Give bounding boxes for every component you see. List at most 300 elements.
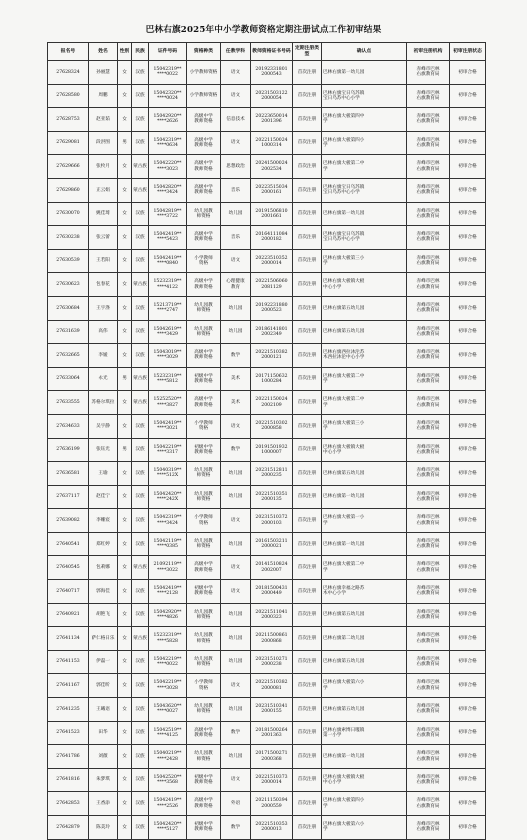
subject-cell: 音乐: [221, 226, 251, 250]
registration-type-cell: 首次注册: [293, 674, 322, 698]
review-status-cell: 初审合格: [450, 816, 486, 840]
ethnicity-cell: 蒙古族: [132, 391, 149, 415]
confirmation-site-cell: 巴林右旗第一幼儿园: [322, 485, 407, 509]
name-cell: 姚佳琦: [89, 202, 118, 226]
subject-cell: 美术: [221, 391, 251, 415]
name-cell: 正云娟: [89, 178, 118, 202]
registration-number-cell: 27629860: [48, 178, 89, 202]
qualification-type-cell: 高级中学 教师资格: [187, 344, 221, 368]
confirmation-site-cell: 巴林右旗大板第四中 学: [322, 108, 407, 132]
review-status-cell: 初审合格: [450, 509, 486, 533]
ethnicity-cell: 汉族: [132, 226, 149, 250]
registration-number-cell: 27641153: [48, 650, 89, 674]
subject-cell: 语文: [221, 556, 251, 580]
certificate-number-cell: 20221510373 2000014: [251, 768, 293, 792]
gender-cell: 女: [118, 296, 132, 320]
name-cell: 高伟: [89, 320, 118, 344]
registration-type-cell: 首次注册: [293, 226, 322, 250]
gender-cell: 女: [118, 816, 132, 840]
ethnicity-cell: 汉族: [132, 580, 149, 604]
qualification-type-cell: 幼儿园教 师资格: [187, 745, 221, 769]
name-cell: 王瑜: [89, 462, 118, 486]
review-agency-cell: 赤峰市巴林 右旗教育局: [407, 367, 450, 391]
qualification-type-cell: 小学教师 资格: [187, 414, 221, 438]
table-row: [48, 178, 486, 202]
table-row: [48, 344, 486, 368]
qualification-type-cell: 小学教师 资格: [187, 674, 221, 698]
certificate-number-cell: 20221150024 2002109: [251, 391, 293, 415]
subject-cell: 语文: [221, 61, 251, 85]
table-body: [48, 61, 486, 840]
table-row: [48, 462, 486, 486]
id-number-cell: 15042319** ****0634: [149, 131, 187, 155]
gender-cell: 女: [118, 344, 132, 368]
gender-cell: 女: [118, 414, 132, 438]
table-row: [48, 84, 486, 108]
registration-type-cell: 首次注册: [293, 61, 322, 85]
review-agency-cell: 赤峰市巴林 右旗教育局: [407, 603, 450, 627]
registration-number-cell: 27629081: [48, 131, 89, 155]
qualification-type-cell: 幼儿园教 师资格: [187, 320, 221, 344]
name-cell: 李媛: [89, 344, 118, 368]
subject-cell: 外语: [221, 792, 251, 816]
registration-number-cell: 27641523: [48, 721, 89, 745]
certificate-number-cell: 20221510382 2000121: [251, 344, 293, 368]
name-cell: 张云蕾: [89, 226, 118, 250]
certificate-number-cell: 20141510824 2002007: [251, 556, 293, 580]
gender-cell: 女: [118, 61, 132, 85]
qualification-type-cell: 高级中学 教师资格: [187, 721, 221, 745]
table-row: [48, 414, 486, 438]
table-row: [48, 627, 486, 651]
certificate-number-cell: 20221150024 1000314: [251, 131, 293, 155]
certificate-number-cell: 20221510353 2000013: [251, 816, 293, 840]
table-row: [48, 226, 486, 250]
column-header: 民族: [132, 43, 149, 61]
table-row: [48, 792, 486, 816]
subject-cell: 幼儿园: [221, 296, 251, 320]
ethnicity-cell: 汉族: [132, 249, 149, 273]
registration-type-cell: 首次注册: [293, 344, 322, 368]
qualification-type-cell: 初级中学 教师资格: [187, 367, 221, 391]
id-number-cell: 15042219** ****3317: [149, 438, 187, 462]
review-agency-cell: 赤峰市巴林 右旗教育局: [407, 344, 450, 368]
name-cell: 胡艳飞: [89, 603, 118, 627]
registration-number-cell: 27640545: [48, 556, 89, 580]
review-agency-cell: 赤峰市巴林 右旗教育局: [407, 178, 450, 202]
name-cell: 周鹏: [89, 84, 118, 108]
ethnicity-cell: 汉族: [132, 131, 149, 155]
review-status-cell: 初审合格: [450, 202, 486, 226]
id-number-cell: 15043019** ****3029: [149, 344, 187, 368]
table-row: [48, 768, 486, 792]
certificate-number-cell: 20161503211 2000021: [251, 532, 293, 556]
subject-cell: 语文: [221, 674, 251, 698]
registration-number-cell: 27641816: [48, 768, 89, 792]
qualification-type-cell: 幼儿园教 师资格: [187, 650, 221, 674]
qualification-type-cell: 幼儿园教 师资格: [187, 462, 221, 486]
confirmation-site-cell: 巴林右旗宝日乌苏镇 宝日乌苏中心小学: [322, 84, 407, 108]
gender-cell: 女: [118, 674, 132, 698]
id-number-cell: 15042419** ****2526: [149, 792, 187, 816]
review-status-cell: 初审合格: [450, 556, 486, 580]
ethnicity-cell: 汉族: [132, 745, 149, 769]
ethnicity-cell: 汉族: [132, 296, 149, 320]
id-number-cell: 15042819** ****3722: [149, 202, 187, 226]
gender-cell: 女: [118, 532, 132, 556]
name-cell: 包春花: [89, 273, 118, 297]
subject-cell: 语文: [221, 768, 251, 792]
subject-cell: 信息技术: [221, 108, 251, 132]
registration-type-cell: 首次注册: [293, 249, 322, 273]
ethnicity-cell: 汉族: [132, 816, 149, 840]
id-number-cell: 15042820** ****3424: [149, 178, 187, 202]
name-cell: 朱梦琪: [89, 768, 118, 792]
confirmation-site-cell: 巴林右旗大板镇大板 中心小学: [322, 273, 407, 297]
review-status-cell: 初审合格: [450, 108, 486, 132]
qualification-type-cell: 幼儿园教 师资格: [187, 627, 221, 651]
name-cell: 郭佳昕: [89, 674, 118, 698]
ethnicity-cell: 汉族: [132, 650, 149, 674]
ethnicity-cell: 汉族: [132, 792, 149, 816]
gender-cell: 女: [118, 391, 132, 415]
registration-number-cell: 27632665: [48, 344, 89, 368]
registration-type-cell: 首次注册: [293, 84, 322, 108]
review-status-cell: 初审合格: [450, 768, 486, 792]
subject-cell: 语文: [221, 131, 251, 155]
confirmation-site-cell: 巴林右旗大板第四小 学: [322, 792, 407, 816]
name-cell: 伊磊一: [89, 650, 118, 674]
review-agency-cell: 赤峰市巴林 右旗教育局: [407, 509, 450, 533]
id-number-cell: 15042920** ****4826: [149, 603, 187, 627]
registration-type-cell: 首次注册: [293, 296, 322, 320]
review-status-cell: 初审合格: [450, 131, 486, 155]
ethnicity-cell: 汉族: [132, 603, 149, 627]
id-number-cell: 15042519** ****4125: [149, 721, 187, 745]
column-header: 任教学科: [221, 43, 251, 61]
id-number-cell: 15232319** ****5828: [149, 627, 187, 651]
confirmation-site-cell: 巴林右旗大板镇大板 中心小学: [322, 768, 407, 792]
registration-type-cell: 首次注册: [293, 532, 322, 556]
name-cell: 孙丽慧: [89, 61, 118, 85]
review-agency-cell: 赤峰市巴林 右旗教育局: [407, 61, 450, 85]
review-agency-cell: 赤峰市巴林 右旗教育局: [407, 721, 450, 745]
id-number-cell: 15040319** ****512X: [149, 462, 187, 486]
registration-number-cell: 27630623: [48, 273, 89, 297]
certificate-number-cell: 20231510372 2000103: [251, 509, 293, 533]
review-agency-cell: 赤峰市巴林 右旗教育局: [407, 320, 450, 344]
review-agency-cell: 赤峰市巴林 右旗教育局: [407, 273, 450, 297]
qualification-type-cell: 幼儿园教 师资格: [187, 296, 221, 320]
qualification-type-cell: 小学教师资格: [187, 84, 221, 108]
ethnicity-cell: 汉族: [132, 438, 149, 462]
ethnicity-cell: 蒙古族: [132, 367, 149, 391]
qualification-type-cell: 幼儿园教 师资格: [187, 603, 221, 627]
registration-type-cell: 首次注册: [293, 816, 322, 840]
table-row: [48, 391, 486, 415]
gender-cell: 女: [118, 226, 132, 250]
registration-type-cell: 首次注册: [293, 792, 322, 816]
qualification-type-cell: 高级中学 教师资格: [187, 273, 221, 297]
certificate-number-cell: 20221511041 2000323: [251, 603, 293, 627]
registration-number-cell: 27642879: [48, 816, 89, 840]
gender-cell: 女: [118, 155, 132, 179]
gender-cell: 女: [118, 627, 132, 651]
review-status-cell: 初审合格: [450, 155, 486, 179]
id-number-cell: 15213719** ****2747: [149, 296, 187, 320]
subject-cell: 幼儿园: [221, 485, 251, 509]
id-number-cell: 15043620** ****0027: [149, 698, 187, 722]
gender-cell: 女: [118, 721, 132, 745]
certificate-number-cell: 20211150394 2000559: [251, 792, 293, 816]
ethnicity-cell: 汉族: [132, 462, 149, 486]
confirmation-site-cell: 巴林右旗第五幼儿园: [322, 603, 407, 627]
subject-cell: 语文: [221, 580, 251, 604]
certificate-number-cell: 20171500271 2000368: [251, 745, 293, 769]
gender-cell: 男: [118, 367, 132, 391]
id-number-cell: 15042920** ****2626: [149, 108, 187, 132]
review-status-cell: 初审合格: [450, 438, 486, 462]
qualification-type-cell: 小学教师 资格: [187, 509, 221, 533]
table-row: [48, 249, 486, 273]
subject-cell: 数学: [221, 344, 251, 368]
review-agency-cell: 赤峰市巴林 右旗教育局: [407, 438, 450, 462]
name-cell: 王若阳: [89, 249, 118, 273]
review-agency-cell: 赤峰市巴林 右旗教育局: [407, 462, 450, 486]
subject-cell: 幼儿园: [221, 532, 251, 556]
certificate-number-cell: 20231503122 2000054: [251, 84, 293, 108]
column-header: 性别: [118, 43, 132, 61]
ethnicity-cell: 蒙古族: [132, 178, 149, 202]
registration-number-cell: 27633555: [48, 391, 89, 415]
review-status-cell: 初审合格: [450, 603, 486, 627]
id-number-cell: 15232319** ****4122: [149, 273, 187, 297]
review-agency-cell: 赤峰市巴林 右旗教育局: [407, 580, 450, 604]
qualification-type-cell: 小学教师 资格: [187, 249, 221, 273]
registration-number-cell: 27629666: [48, 155, 89, 179]
certificate-number-cell: 20191501932 1000007: [251, 438, 293, 462]
page-title: 巴林右旗2025年中小学教师资格定期注册试点工作初审结果: [145, 25, 382, 35]
review-status-cell: 初审合格: [450, 580, 486, 604]
table-row: [48, 580, 486, 604]
qualification-type-cell: 初级中学 教师资格: [187, 816, 221, 840]
registration-type-cell: 首次注册: [293, 178, 322, 202]
review-agency-cell: 赤峰市巴林 右旗教育局: [407, 226, 450, 250]
certificate-number-cell: 20192331801 2000543: [251, 61, 293, 85]
ethnicity-cell: 蒙古族: [132, 155, 149, 179]
name-cell: 张钰光: [89, 438, 118, 462]
table-row: [48, 816, 486, 840]
id-number-cell: 15042520** ****3568: [149, 768, 187, 792]
review-status-cell: 初审合格: [450, 792, 486, 816]
subject-cell: 语文: [221, 414, 251, 438]
table-row: [48, 155, 486, 179]
table-row: [48, 320, 486, 344]
name-cell: 苏格尔琪拉: [89, 391, 118, 415]
qualification-type-cell: 初级中学 教师资格: [187, 580, 221, 604]
certificate-number-cell: 20191506810 2001661: [251, 202, 293, 226]
registration-number-cell: 27641134: [48, 627, 89, 651]
subject-cell: 数学: [221, 438, 251, 462]
gender-cell: 女: [118, 249, 132, 273]
certificate-number-cell: 20192231880 2000523: [251, 296, 293, 320]
qualification-type-cell: 高级中学 教师资格: [187, 391, 221, 415]
review-status-cell: 初审合格: [450, 414, 486, 438]
table-row: [48, 674, 486, 698]
confirmation-site-cell: 巴林右旗大板第三小 学: [322, 249, 407, 273]
qualification-type-cell: 高级中学 教师资格: [187, 226, 221, 250]
certificate-number-cell: 20223515034 2000161: [251, 178, 293, 202]
review-agency-cell: 赤峰市巴林 右旗教育局: [407, 155, 450, 179]
registration-type-cell: 首次注册: [293, 155, 322, 179]
confirmation-site-cell: 巴林右旗大板第四小 学: [322, 131, 407, 155]
confirmation-site-cell: 巴林右旗大板镇大板 中心小学: [322, 438, 407, 462]
gender-cell: 女: [118, 792, 132, 816]
table-row: [48, 745, 486, 769]
id-number-cell: 15042419** ****0840: [149, 249, 187, 273]
confirmation-site-cell: 巴林右旗大板第二中 学: [322, 391, 407, 415]
review-status-cell: 初审合格: [450, 485, 486, 509]
id-number-cell: 15042319** ****3424: [149, 509, 187, 533]
id-number-cell: 15042419** ****2128: [149, 580, 187, 604]
name-cell: 王宇涤: [89, 296, 118, 320]
id-number-cell: 15042319** ****0022: [149, 61, 187, 85]
id-number-cell: 15042219** ****3028: [149, 674, 187, 698]
name-cell: 段洪图: [89, 131, 118, 155]
table-row: [48, 650, 486, 674]
registration-type-cell: 首次注册: [293, 650, 322, 674]
confirmation-site-cell: 巴林右旗宝日乌苏镇 宝日乌苏中心小学: [322, 226, 407, 250]
table-row: [48, 131, 486, 155]
review-status-cell: 初审合格: [450, 745, 486, 769]
table-header-row: [48, 43, 486, 61]
registration-number-cell: 27630070: [48, 202, 89, 226]
table-row: [48, 296, 486, 320]
gender-cell: 女: [118, 320, 132, 344]
review-status-cell: 初审合格: [450, 344, 486, 368]
registration-type-cell: 首次注册: [293, 438, 322, 462]
ethnicity-cell: 汉族: [132, 674, 149, 698]
certificate-number-cell: 20221506060 2081129: [251, 273, 293, 297]
name-cell: 田华: [89, 721, 118, 745]
subject-cell: 幼儿园: [221, 202, 251, 226]
review-status-cell: 初审合格: [450, 650, 486, 674]
confirmation-site-cell: 巴林右旗大板第六小 学: [322, 816, 407, 840]
registration-number-cell: 27640717: [48, 580, 89, 604]
qualification-type-cell: 小学教师资格: [187, 61, 221, 85]
review-agency-cell: 赤峰市巴林 右旗教育局: [407, 556, 450, 580]
registration-number-cell: 27628324: [48, 61, 89, 85]
registration-type-cell: 首次注册: [293, 509, 322, 533]
registration-number-cell: 27640541: [48, 532, 89, 556]
column-header: 资格种类: [187, 43, 221, 61]
confirmation-site-cell: 巴林右旗第一幼儿园: [322, 745, 407, 769]
gender-cell: 女: [118, 603, 132, 627]
ethnicity-cell: 汉族: [132, 344, 149, 368]
registration-type-cell: 首次注册: [293, 108, 322, 132]
ethnicity-cell: 汉族: [132, 768, 149, 792]
ethnicity-cell: 蒙古族: [132, 627, 149, 651]
id-number-cell: 15232319** ****5812: [149, 367, 187, 391]
registration-type-cell: 首次注册: [293, 320, 322, 344]
review-status-cell: 初审合格: [450, 61, 486, 85]
registration-type-cell: 首次注册: [293, 603, 322, 627]
ethnicity-cell: 蒙古族: [132, 556, 149, 580]
id-number-cell: 15042320** ****0024: [149, 84, 187, 108]
id-number-cell: 15042220** ****3023: [149, 155, 187, 179]
gender-cell: 女: [118, 462, 132, 486]
registration-type-cell: 首次注册: [293, 556, 322, 580]
table-row: [48, 698, 486, 722]
id-number-cell: 15042119** ****0385: [149, 532, 187, 556]
gender-cell: 女: [118, 509, 132, 533]
review-agency-cell: 赤峰市巴林 右旗教育局: [407, 627, 450, 651]
ethnicity-cell: 汉族: [132, 61, 149, 85]
certificate-number-cell: 20221510302 2000858: [251, 414, 293, 438]
confirmation-site-cell: 巴林右旗第五幼儿园: [322, 462, 407, 486]
subject-cell: 语文: [221, 249, 251, 273]
name-cell: 刘薇: [89, 745, 118, 769]
gender-cell: 女: [118, 485, 132, 509]
registration-type-cell: 首次注册: [293, 698, 322, 722]
ethnicity-cell: 汉族: [132, 202, 149, 226]
review-status-cell: 初审合格: [450, 249, 486, 273]
review-status-cell: 初审合格: [450, 320, 486, 344]
qualification-type-cell: 初级中学 教师资格: [187, 438, 221, 462]
review-status-cell: 初审合格: [450, 721, 486, 745]
ethnicity-cell: 汉族: [132, 532, 149, 556]
name-cell: 张枚月: [89, 155, 118, 179]
name-cell: 永光: [89, 367, 118, 391]
subject-cell: 语文: [221, 509, 251, 533]
name-cell: 包莉娜: [89, 556, 118, 580]
review-status-cell: 初审合格: [450, 532, 486, 556]
name-cell: 赵佳宁: [89, 485, 118, 509]
ethnicity-cell: 汉族: [132, 320, 149, 344]
registration-number-cell: 27641167: [48, 674, 89, 698]
name-cell: 陈美玲: [89, 816, 118, 840]
confirmation-site-cell: 巴林右旗第五幼儿园: [322, 698, 407, 722]
registration-number-cell: 27634633: [48, 414, 89, 438]
confirmation-site-cell: 巴林右旗第一幼儿园: [322, 202, 407, 226]
table-row: [48, 556, 486, 580]
qualification-type-cell: 幼儿园教 师资格: [187, 698, 221, 722]
qualification-type-cell: 幼儿园教 师资格: [187, 485, 221, 509]
registration-number-cell: 27630238: [48, 226, 89, 250]
review-agency-cell: 赤峰市巴林 右旗教育局: [407, 296, 450, 320]
review-status-cell: 初审合格: [450, 367, 486, 391]
qualification-type-cell: 高级中学 教师资格: [187, 178, 221, 202]
qualification-type-cell: 高级中学 教师资格: [187, 792, 221, 816]
registration-type-cell: 首次注册: [293, 414, 322, 438]
certificate-number-cell: 20223650014 2001396: [251, 108, 293, 132]
gender-cell: 女: [118, 580, 132, 604]
review-status-cell: 初审合格: [450, 84, 486, 108]
column-header: 确认点: [322, 43, 407, 61]
name-cell: 王曦语: [89, 698, 118, 722]
ethnicity-cell: 蒙古族: [132, 273, 149, 297]
confirmation-site-cell: 巴林右旗大板第三小 学: [322, 414, 407, 438]
column-header: 姓名: [89, 43, 118, 61]
certificate-number-cell: 20164111084 2000182: [251, 226, 293, 250]
name-cell: 萨仁格日乐: [89, 627, 118, 651]
gender-cell: 女: [118, 84, 132, 108]
subject-cell: 幼儿园: [221, 462, 251, 486]
gender-cell: 女: [118, 108, 132, 132]
certificate-number-cell: 20171150632 1000284: [251, 367, 293, 391]
column-header: 定期注册类型: [293, 43, 322, 61]
review-agency-cell: 赤峰市巴林 右旗教育局: [407, 650, 450, 674]
